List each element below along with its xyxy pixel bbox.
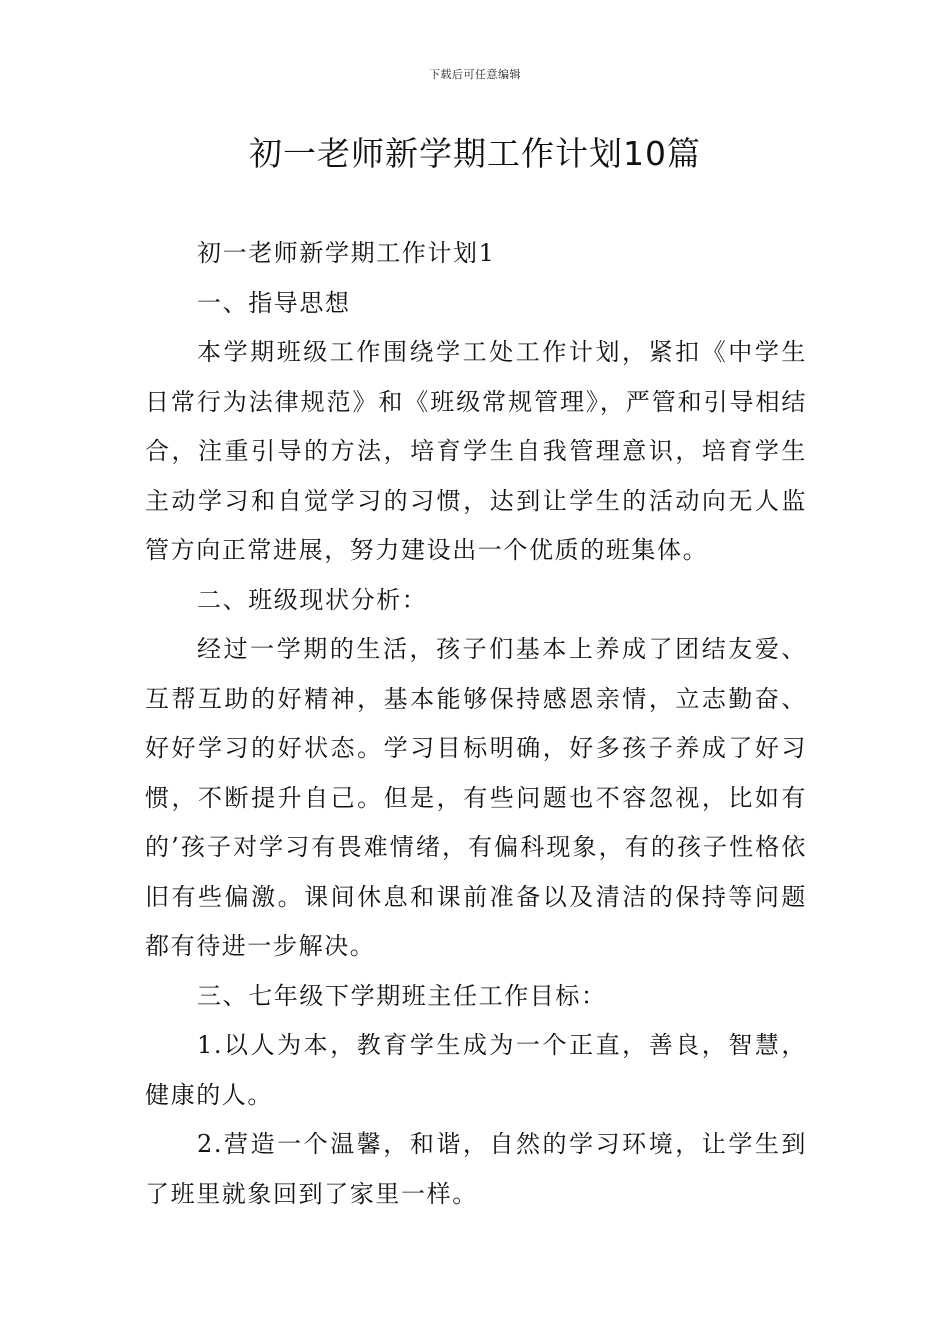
heading-work-goals: 三、七年级下学期班主任工作目标： bbox=[197, 981, 607, 1010]
document-title: 初一老师新学期工作计划10篇 bbox=[249, 134, 701, 173]
section-subtitle: 初一老师新学期工作计划1 bbox=[197, 239, 496, 267]
heading-class-analysis: 二、班级现状分析： bbox=[197, 585, 428, 614]
paragraph-class-analysis: 经过一学期的生活，孩子们基本上养成了团结友爱、互帮互助的好精神，基本能够保持感恩亲情，立志勤奋、好好学习的好状态。学习目标明确，好多孩子养成了好习惯，不断提升自己。但是，有些问题也不容忽视，比如有的’孩子对学习有畏难情绪，有偏科现象，有的孩子性格依旧有些偏激。课间休息和课前准备以及清洁的保持等问题都有待进一步解决。 bbox=[145, 635, 807, 960]
goal-item-1: 1.以人为本，教育学生成为一个正直，善良，智慧，健康的人。 bbox=[145, 1031, 807, 1109]
document-body bbox=[145, 229, 807, 1219]
heading-guiding-thought: 一、指导思想 bbox=[197, 288, 351, 317]
paragraph-guiding-thought: 本学期班级工作围绕学工处工作计划，紧扣《中学生日常行为法律规范》和《班级常规管理》，严管和引导相结合，注重引导的方法，培育学生自我管理意识，培育学生主动学习和自觉学习的习惯，达到让学生的活动向无人监管方向正常进展，努力建设出一个优质的班集体。 bbox=[145, 338, 807, 564]
goal-item-2: 2.营造一个温馨，和谐，自然的学习环境，让学生到了班里就象回到了家里一样。 bbox=[145, 1130, 807, 1208]
header-note: 下载后可任意编辑 bbox=[429, 68, 521, 81]
